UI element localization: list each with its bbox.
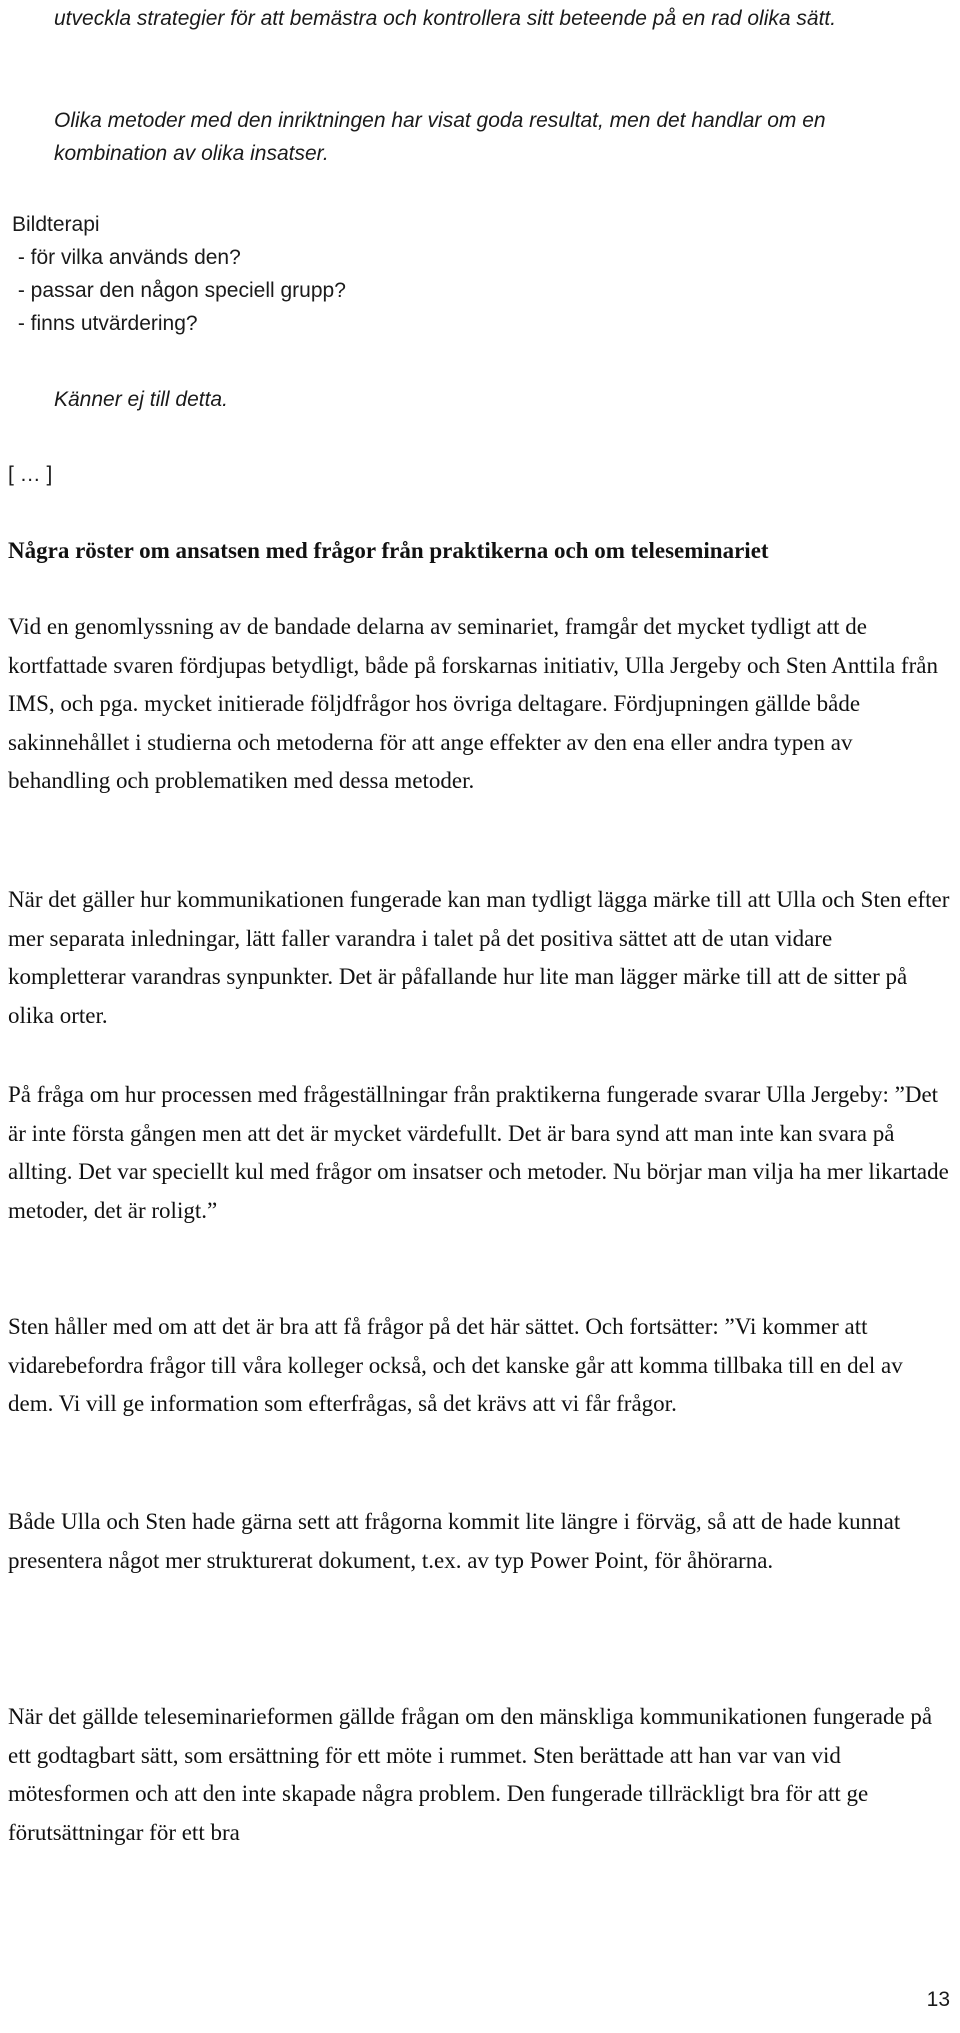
body-paragraph: När det gäller hur kommunikationen fungerade kan man tydligt lägga märke till att Ulla och Sten efter mer separata inledningar, lätt faller varandra i talet på det positiva sättet att de utan vidare kompletterar varandras synpunkter. Det är påfallande hur lite man lägger märke till att de sitter på olika orter.	[8, 887, 950, 1028]
body-paragraph: När det gällde teleseminarieformen gällde frågan om den mänskliga kommunikationen fungerade på ett godtagbart sätt, som ersättning för ett möte i rummet. Sten berättade att han var van vid mötesformen och att den inte skapade några problem. Den fungerade tillräckligt bra för att ge förutsättningar för ett bra	[8, 1704, 933, 1845]
body-paragraph: Både Ulla och Sten hade gärna sett att frågorna kommit lite längre i förväg, så att de hade kunnat presentera något mer strukturerat dokument, t.ex. av typ Power Point, för åhörarna.	[8, 1509, 901, 1573]
intro-paragraph-2: Olika metoder med den inriktningen har visat goda resultat, men det handlar om en kombination av olika insatser.	[54, 109, 826, 165]
bildterapi-question: - passar den någon speciell grupp?	[12, 279, 346, 302]
body-paragraph: Vid en genomlyssning av de bandade delarna av seminariet, framgår det mycket tydligt att de kortfattade svaren fördjupas betydligt, både på forskarnas initiativ, Ulla Jergeby och Sten Anttila från IMS, och pga. mycket initierade följdfrågor hos övriga deltagare. Fördjupningen gällde både sakinnehållet i studierna och metoderna för att ange effekter av den ena eller andra typen av behandling och problematiken med dessa metoder.	[8, 614, 938, 793]
bildterapi-question: - för vilka används den?	[12, 246, 241, 269]
intro-paragraph-1: utveckla strategier för att bemästra och kontrollera sitt beteende på en rad olika sätt.	[54, 7, 837, 30]
page-number: 13	[926, 1988, 950, 2011]
body-paragraph: Sten håller med om att det är bra att få frågor på det här sättet. Och fortsätter: ”Vi kommer att vidarebefordra frågor till våra kolleger också, och det kanske går att komma tillbaka till en del av dem. Vi vill ge information som efterfrågas, så det krävs att vi får frågor.	[8, 1314, 903, 1416]
bildterapi-question: - finns utvärdering?	[12, 312, 198, 335]
bildterapi-title: Bildterapi	[12, 213, 100, 236]
body-paragraph: På fråga om hur processen med frågeställningar från praktikerna fungerade svarar Ulla Jergeby: ”Det är inte första gången men att det är mycket värdefullt. Det är bara synd att man inte kan svara på allting. Det var speciellt kul med frågor om insatser och metoder. Nu börjar man vilja ha mer likartade metoder, det är roligt.”	[8, 1082, 949, 1223]
bildterapi-block	[12, 208, 346, 340]
bildterapi-answer: Känner ej till detta.	[54, 388, 228, 411]
omission-marker: [ … ]	[8, 463, 53, 486]
section-heading: Några röster om ansatsen med frågor från praktikerna och om teleseminariet	[8, 538, 769, 563]
